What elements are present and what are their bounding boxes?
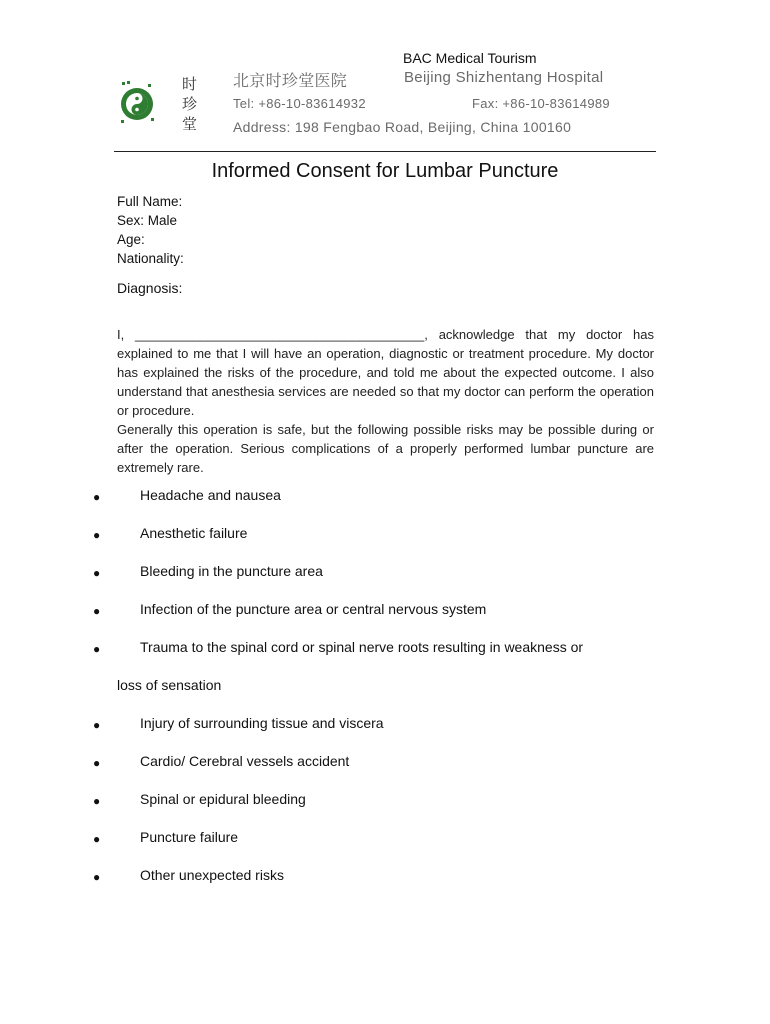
risk-item: Bleeding in the puncture area — [140, 563, 323, 579]
logo-char-2: 珍 — [182, 95, 198, 113]
risk-item: Other unexpected risks — [140, 867, 284, 883]
full-name-field: Full Name: — [117, 194, 183, 209]
risk-intro-paragraph: Generally this operation is safe, but the following possible risks may be possible during or after the operation. Serious complications of a properly performed lumbar puncture are extremely rare. — [117, 422, 654, 475]
bullet-icon: ● — [93, 832, 101, 846]
bullet-icon: ● — [93, 642, 101, 656]
organization-name: BAC Medical Tourism — [403, 50, 537, 66]
diagnosis-label: Diagnosis: — [117, 280, 183, 296]
bullet-icon: ● — [93, 528, 101, 542]
acknowledgement-paragraph: I, ________________________________________, acknowledge that my doctor has explained to me that I will have an operation, diagnostic or treatment procedure. My doctor has explained the risks of the procedure, and told me about the expected outcome. I also understand that anesthesia services are needed so that my doctor can perform the operation or procedure. — [117, 327, 654, 418]
bullet-icon: ● — [93, 870, 101, 884]
bullet-icon: ● — [93, 794, 101, 808]
hospital-logo — [118, 72, 218, 134]
logo-char-1: 时 — [182, 75, 198, 93]
bullet-icon: ● — [93, 718, 101, 732]
logo-char-3: 堂 — [182, 115, 198, 133]
bullet-icon: ● — [93, 756, 101, 770]
bullet-icon: ● — [93, 604, 101, 618]
sex-field: Sex: Male — [117, 213, 178, 228]
document-title: Informed Consent for Lumbar Puncture — [211, 160, 559, 182]
bullet-icon: ● — [93, 566, 101, 580]
risk-item-continuation: loss of sensation — [117, 677, 222, 693]
hospital-name-english: Beijing Shizhentang Hospital — [404, 69, 604, 86]
risk-item: Spinal or epidural bleeding — [140, 791, 306, 807]
bullet-icon: ● — [93, 490, 101, 504]
yin-yang-logo-icon — [118, 72, 218, 134]
risk-item: Puncture failure — [140, 829, 239, 845]
hospital-name-chinese: 北京时珍堂医院 — [233, 73, 348, 90]
hospital-address: Address: 198 Fengbao Road, Beijing, China 100160 — [233, 119, 572, 135]
risk-item: Anesthetic failure — [140, 525, 248, 541]
fax-number: Fax: +86-10-83614989 — [472, 96, 610, 111]
risk-item: Cardio/ Cerebral vessels accident — [140, 753, 350, 769]
nationality-field: Nationality: — [117, 251, 184, 266]
risk-item: Infection of the puncture area or central nervous system — [140, 601, 487, 617]
risk-item: Headache and nausea — [140, 487, 281, 503]
header-divider — [114, 151, 656, 152]
risk-item: Trauma to the spinal cord or spinal nerve roots resulting in weakness or — [140, 639, 584, 655]
telephone-number: Tel: +86-10-83614932 — [233, 96, 366, 111]
age-field: Age: — [117, 232, 145, 247]
risk-item: Injury of surrounding tissue and viscera — [140, 715, 384, 731]
